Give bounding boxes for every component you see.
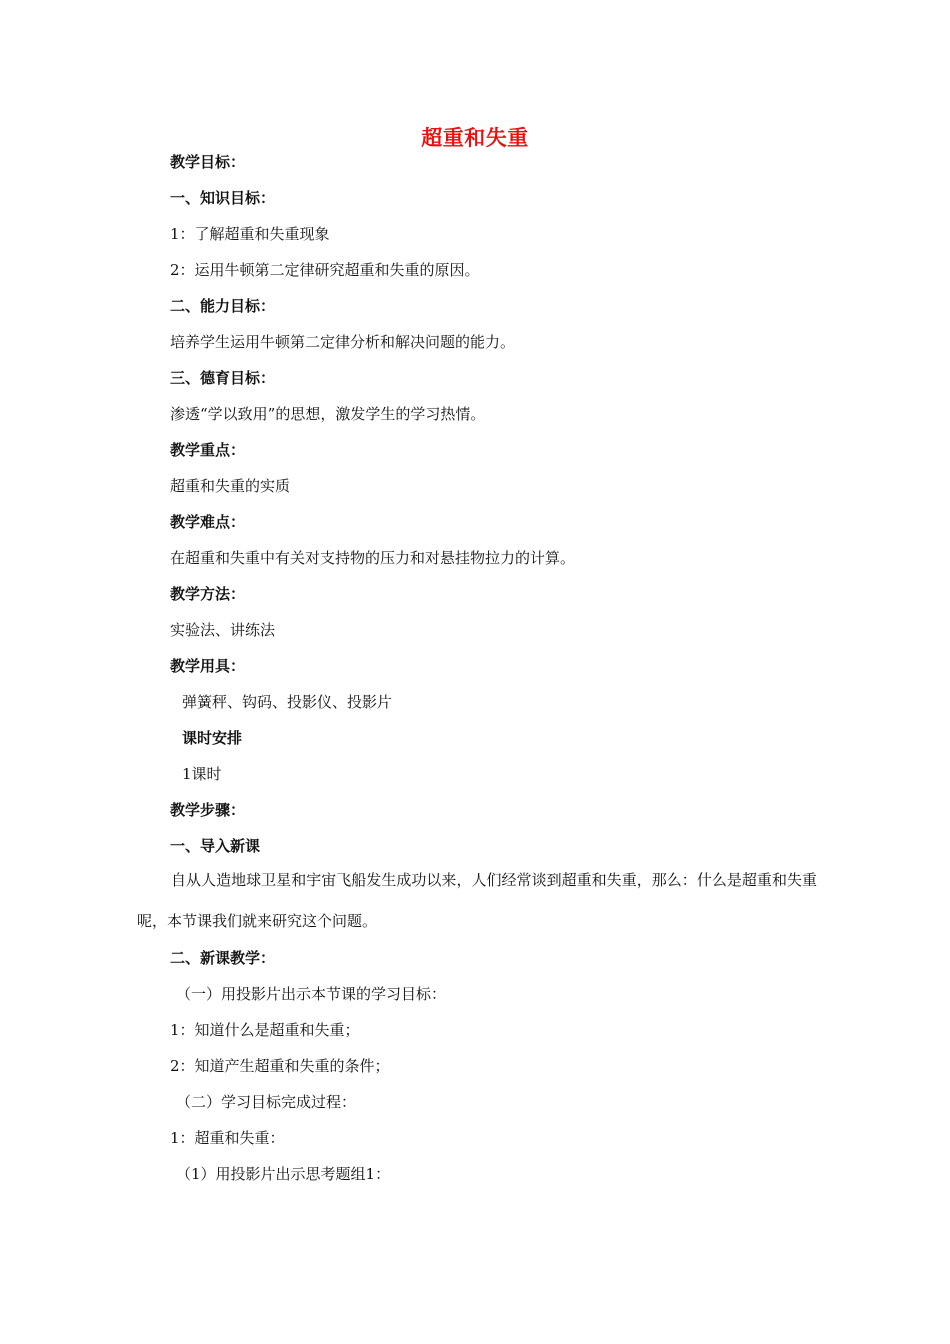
document-title: 超重和失重: [421, 125, 529, 150]
text-line: 1课时: [182, 765, 222, 783]
intro-paragraph: 自从人造地球卫星和宇宙飞船发生成功以来，人们经常谈到超重和失重，那么：什么是超重和失重呢，本节课我们就来研究这个问题。: [137, 871, 817, 930]
heading-steps: 教学步骤：: [170, 801, 246, 819]
heading-tools: 教学用具：: [170, 657, 246, 675]
heading-introduction: 一、导入新课: [170, 837, 261, 855]
text-line: 实验法、讲练法: [170, 621, 276, 639]
heading-schedule: 课时安排: [182, 729, 243, 747]
heading-difficulties: 教学难点：: [170, 513, 246, 531]
text-line: 1：知道什么是超重和失重；: [170, 1021, 360, 1039]
text-line: 1：了解超重和失重现象: [170, 225, 330, 243]
text-line: 渗透“学以致用”的思想，激发学生的学习热情。: [170, 405, 486, 423]
text-line: （二）学习目标完成过程：: [176, 1093, 357, 1111]
heading-ability-objectives: 二、能力目标：: [170, 297, 276, 315]
text-line: 弹簧秤、钩码、投影仪、投影片: [182, 693, 393, 711]
text-line: 2：知道产生超重和失重的条件；: [170, 1057, 390, 1075]
heading-new-lesson: 二、新课教学：: [170, 949, 276, 967]
heading-teaching-objectives: 教学目标：: [170, 153, 246, 171]
heading-knowledge-objectives: 一、知识目标：: [170, 189, 276, 207]
heading-methods: 教学方法：: [170, 585, 246, 603]
heading-moral-objectives: 三、德育目标：: [170, 369, 276, 387]
text-line: （1）用投影片出示思考题组1：: [176, 1165, 391, 1183]
text-line: 在超重和失重中有关对支持物的压力和对悬挂物拉力的计算。: [170, 549, 576, 567]
text-line: （一）用投影片出示本节课的学习目标：: [176, 985, 447, 1003]
text-line: 超重和失重的实质: [170, 477, 291, 495]
text-line: 2：运用牛顿第二定律研究超重和失重的原因。: [170, 261, 480, 279]
text-line: 培养学生运用牛顿第二定律分析和解决问题的能力。: [170, 333, 516, 351]
heading-key-points: 教学重点：: [170, 441, 246, 459]
text-line: 1：超重和失重：: [170, 1129, 285, 1147]
